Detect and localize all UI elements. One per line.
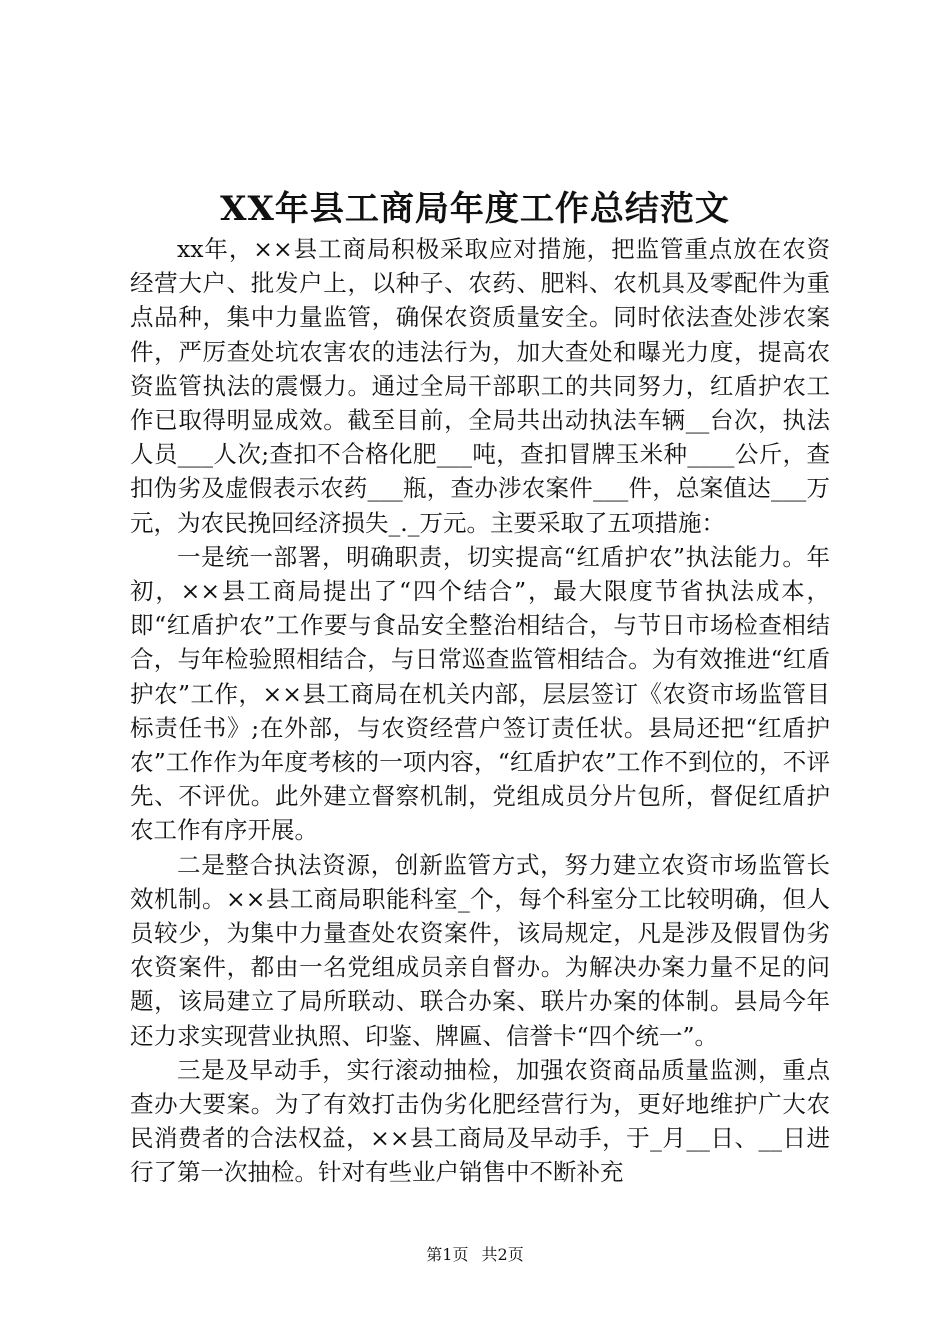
paragraph-measure-two: 二是整合执法资源，创新监管方式，努力建立农资市场监管长效机制。××县工商局职能科室_个，每个科室分工比较明确，但人员较少，为集中力量查处农资案件，该局规定，凡是涉及假冒伪劣农资案件，都由一名党组成员亲自督办。为解决办案力量不足的问题，该局建立了局所联动、联合办案、联片办案的体制。县局今年还力求实现营业执照、印鉴、牌匾、信誉卡“四个统一”。 bbox=[130, 850, 830, 1050]
page-footer bbox=[0, 1244, 950, 1266]
paragraph-measure-one: 一是统一部署，明确职责，切实提高“红盾护农”执法能力。年初，××县工商局提出了“四个结合”，最大限度节省执法成本，即“红盾护农”工作要与食品安全整治相结合，与节日市场检查相结合，与年检验照相结合，与日常巡查监管相结合。为有效推进“红盾护农”工作，××县工商局在机关内部，层层签订《农资市场监管目标责任书》;在外部，与农资经营户签订责任状。县局还把“红盾护农”工作作为年度考核的一项内容，“红盾护农”工作不到位的，不评先、不评优。此外建立督察机制，党组成员分片包所，督促红盾护农工作有序开展。 bbox=[130, 542, 830, 845]
document-body bbox=[130, 232, 830, 1190]
document-title: XX年县工商局年度工作总结范文 bbox=[220, 189, 730, 229]
paragraph-intro: xx年，××县工商局积极采取应对措施，把监管重点放在农资经营大户、批发户上，以种子、农药、肥料、农机具及零配件为重点品种，集中力量监管，确保农资质量安全。同时依法查处涉农案件，严厉查处坑农害农的违法行为，加大查处和曝光力度，提高农资监管执法的震慑力。通过全局干部职工的共同努力，红盾护农工作已取得明显成效。截至目前，全局共出动执法车辆__台次，执法人员___人次;查扣不合格化肥___吨，查扣冒牌玉米种____公斤，查扣伪劣及虚假表示农药___瓶，查办涉农案件___件，总案值达___万元，为农民挽回经济损失_._万元。主要采取了五项措施： bbox=[130, 235, 830, 537]
page-total: 共2页 bbox=[481, 1245, 524, 1264]
page-number: 第1页 bbox=[426, 1245, 469, 1264]
paragraph-measure-three: 三是及早动手，实行滚动抽检，加强农资商品质量监测，重点查办大要案。为了有效打击伪劣化肥经营行为，更好地维护广大农民消费者的合法权益，××县工商局及早动手，于_月__日、__日进行了第一次抽检。针对有些业户销售中不断补充 bbox=[130, 1055, 830, 1187]
